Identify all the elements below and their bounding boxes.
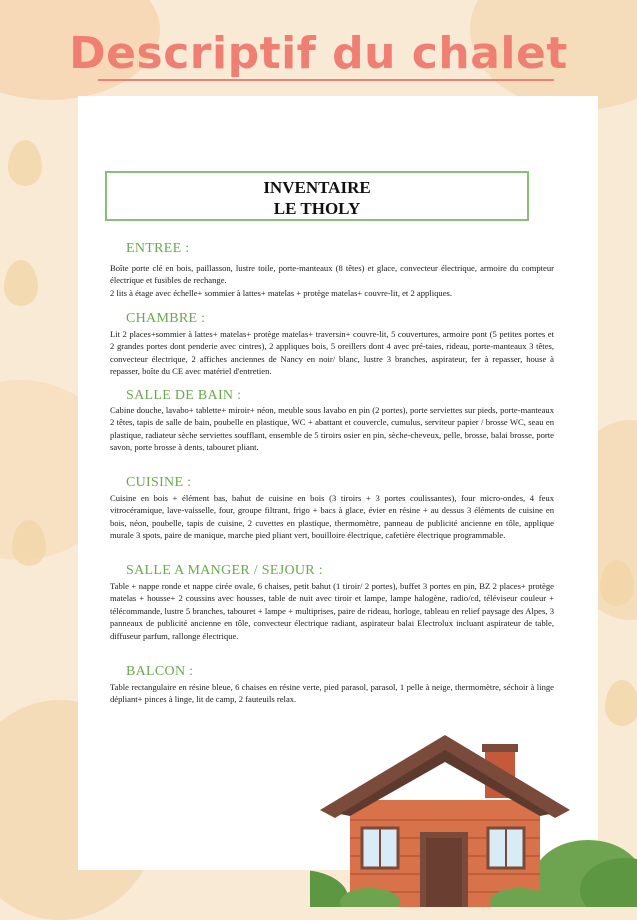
- section-text-salle-de-bain: Cabine douche, lavabo+ tablette+ miroir+ néon, meuble sous lavabo en pin (2 portes), porte serviettes sur pieds, porte-manteaux 2 têtes, tapis de salle de bain, poubelle en plastique, WC + abattant et couvercle, cumulus, serviteur papier / brosse WC, seau en plastique, radiateur sèche serviettes soufflant, ensemble de 5 tiroirs osier en pin, sèche-cheveux, pelle, brosse, balai brosse, porte savon, porte brosse à dents, tabouret pliant.: [110, 405, 554, 453]
- inventory-header-box: [105, 171, 529, 221]
- section-title-entree: ENTREE :: [126, 241, 190, 256]
- title-underline: [98, 79, 554, 81]
- leaf-decoration-icon: [4, 260, 38, 306]
- leaf-decoration-icon: [8, 140, 42, 186]
- section-text-balcon: Table rectangulaire en résine bleue, 6 chaises en résine verte, pied parasol, parasol, 1 pelle à neige, thermomètre, séchoir à linge dépliant+ pinces à linge, lit de camp, 2 fauteuils relax.: [110, 682, 554, 705]
- leaf-decoration-icon: [600, 560, 634, 606]
- section-title-balcon: BALCON :: [126, 664, 194, 679]
- section-title-salle-de-bain: SALLE DE BAIN :: [126, 388, 242, 403]
- location-title: LE THOLY: [273, 199, 361, 218]
- section-text-entree: Boîte porte clé en bois, paillasson, lustre toile, porte-manteaux (8 têtes) et glace, convecteur électrique, armoire du compteur électrique et fusibles de rechange. 2 lits à étage avec échelle+ sommier à lattes+ matelas + protège matelas+ couvre-lit, et 2 appliques.: [110, 263, 554, 298]
- section-title-salle-a-manger: SALLE A MANGER / SEJOUR :: [126, 563, 323, 578]
- section-text-salle-a-manger: Table + nappe ronde et nappe cirée ovale, 6 chaises, petit bahut (1 tiroir/ 2 portes), buffet 3 portes en pin, BZ 2 places+ protège matelas + housse+ 2 coussins avec housses, table de nuit avec tiroir et lampe, lampe halogène, radio/cd, téléviseur couleur + télécommande, lustre 5 branches, tabouret + lampe + multiprises, paire de rideau, horloge, tableau en relief paysage des Alpes, 3 panneaux de publicité ancienne en tôle, convecteur électrique radiant, aspirateur balai Electrolux incluant aspirateur de table, diffuseur parfum, rallonge électrique.: [110, 581, 554, 641]
- section-title-chambre: CHAMBRE :: [126, 311, 206, 326]
- page-title: Descriptif du chalet: [69, 28, 568, 79]
- leaf-decoration-icon: [605, 680, 637, 726]
- section-text-chambre: Lit 2 places+sommier à lattes+ matelas+ protège matelas+ traversin+ couvre-lit, 5 couvertures, armoire pont (5 petites portes et 2 grandes portes dont penderie avec cintres), 2 appliques bois, 5 oreillers dont 4 avec pré-taies, rideau, porte-manteaux 3 têtes, convecteur électrique, 2 affiches anciennes de Nancy en noir/ blanc, lustre 3 branches, aspirateur, fer à repasser, house à repasser, boîte du CE avec matériel d'entretien.: [110, 329, 554, 377]
- house-illustration-icon: [310, 730, 637, 907]
- leaf-decoration-icon: [12, 520, 46, 566]
- inventory-title: INVENTAIRE: [263, 178, 371, 197]
- section-text-cuisine: Cuisine en bois + élément bas, bahut de cuisine en bois (3 tiroirs + 3 portes coulissantes), four micro-ondes, 4 feux vitrocéramique, lave-vaisselle, four, groupe filtrant, frigo + bacs à glace, évier en résine + au dessus 3 éléments de cuisine en bois, néon, poubelle, tapis de cuisine, 2 cuvettes en plastique, thermomètre, panneau de publicité ancienne en tôle, applique murale 3 spots, paire de manique, marche pied pliant vert, bouilloire électrique, cafetière électrique programmable.: [110, 493, 554, 541]
- section-title-cuisine: CUISINE :: [126, 475, 192, 490]
